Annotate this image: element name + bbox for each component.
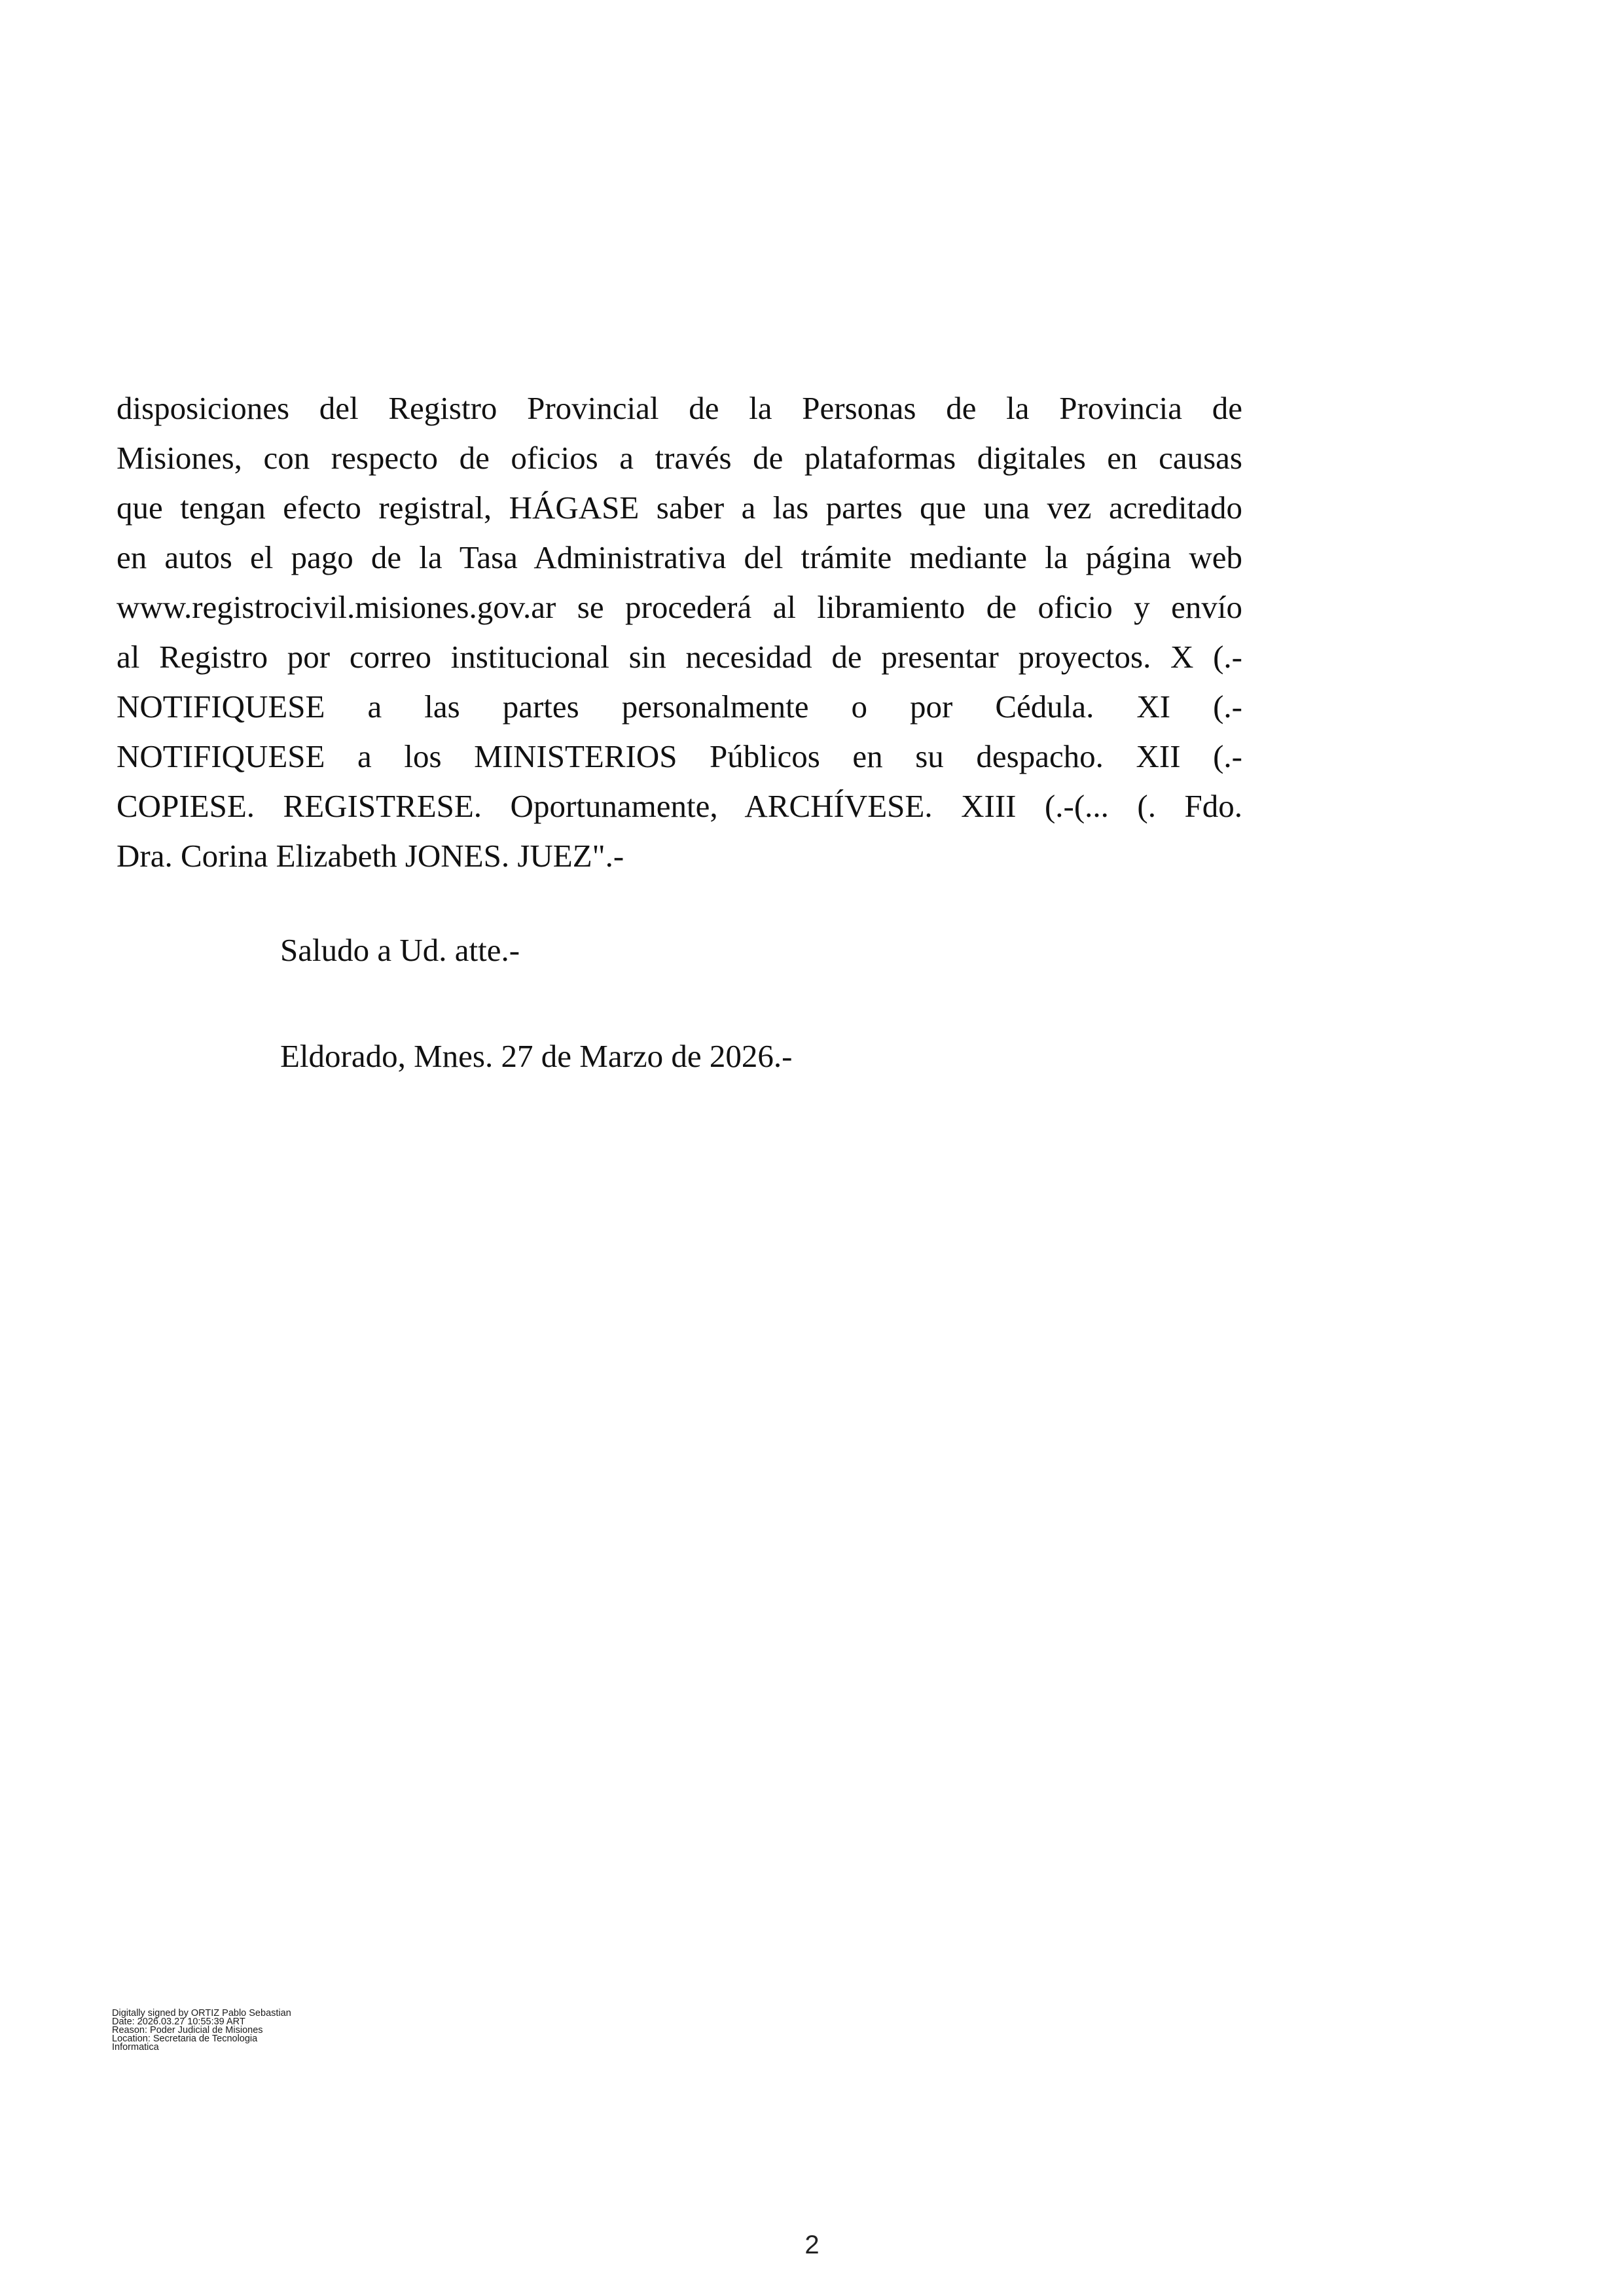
place-and-date: Eldorado, Mnes. 27 de Marzo de 2026.- [280, 1038, 793, 1074]
body-line: disposiciones del Registro Provincial de la Personas de la Provincia de [117, 390, 1242, 426]
signature-date: Date: 2026.03.27 10:55:39 ART [112, 2017, 245, 2027]
body-line: NOTIFIQUESE a los MINISTERIOS Públicos en su despacho. XII (.- [117, 738, 1242, 774]
body-line: al Registro por correo institucional sin necesidad de presentar proyectos. X (.- [117, 639, 1242, 675]
body-line: Misiones, con respecto de oficios a través de plataformas digitales en causas [117, 440, 1242, 476]
body-line: www.registrocivil.misiones.gov.ar se procederá al libramiento de oficio y envío [117, 589, 1242, 625]
signature-signer: Digitally signed by ORTIZ Pablo Sebastian [112, 2008, 291, 2018]
closing-greeting: Saludo a Ud. atte.- [280, 932, 520, 968]
page-number: 2 [804, 2231, 820, 2259]
body-line: Dra. Corina Elizabeth JONES. JUEZ".- [117, 838, 624, 874]
digital-signature-block [112, 2009, 291, 2052]
body-paragraph [117, 384, 1242, 881]
body-line: COPIESE. REGISTRESE. Oportunamente, ARCHÍVESE. XIII (.-(... (. Fdo. [117, 788, 1242, 824]
body-line: NOTIFIQUESE a las partes personalmente o por Cédula. XI (.- [117, 689, 1242, 725]
body-line: que tengan efecto registral, HÁGASE saber a las partes que una vez acreditado [117, 490, 1242, 526]
signature-location-cont: Informatica [112, 2042, 159, 2053]
body-line: en autos el pago de la Tasa Administrativa del trámite mediante la página web [117, 539, 1242, 575]
signature-location: Location: Secretaria de Tecnologia [112, 2034, 258, 2044]
signature-reason: Reason: Poder Judicial de Misiones [112, 2025, 263, 2036]
